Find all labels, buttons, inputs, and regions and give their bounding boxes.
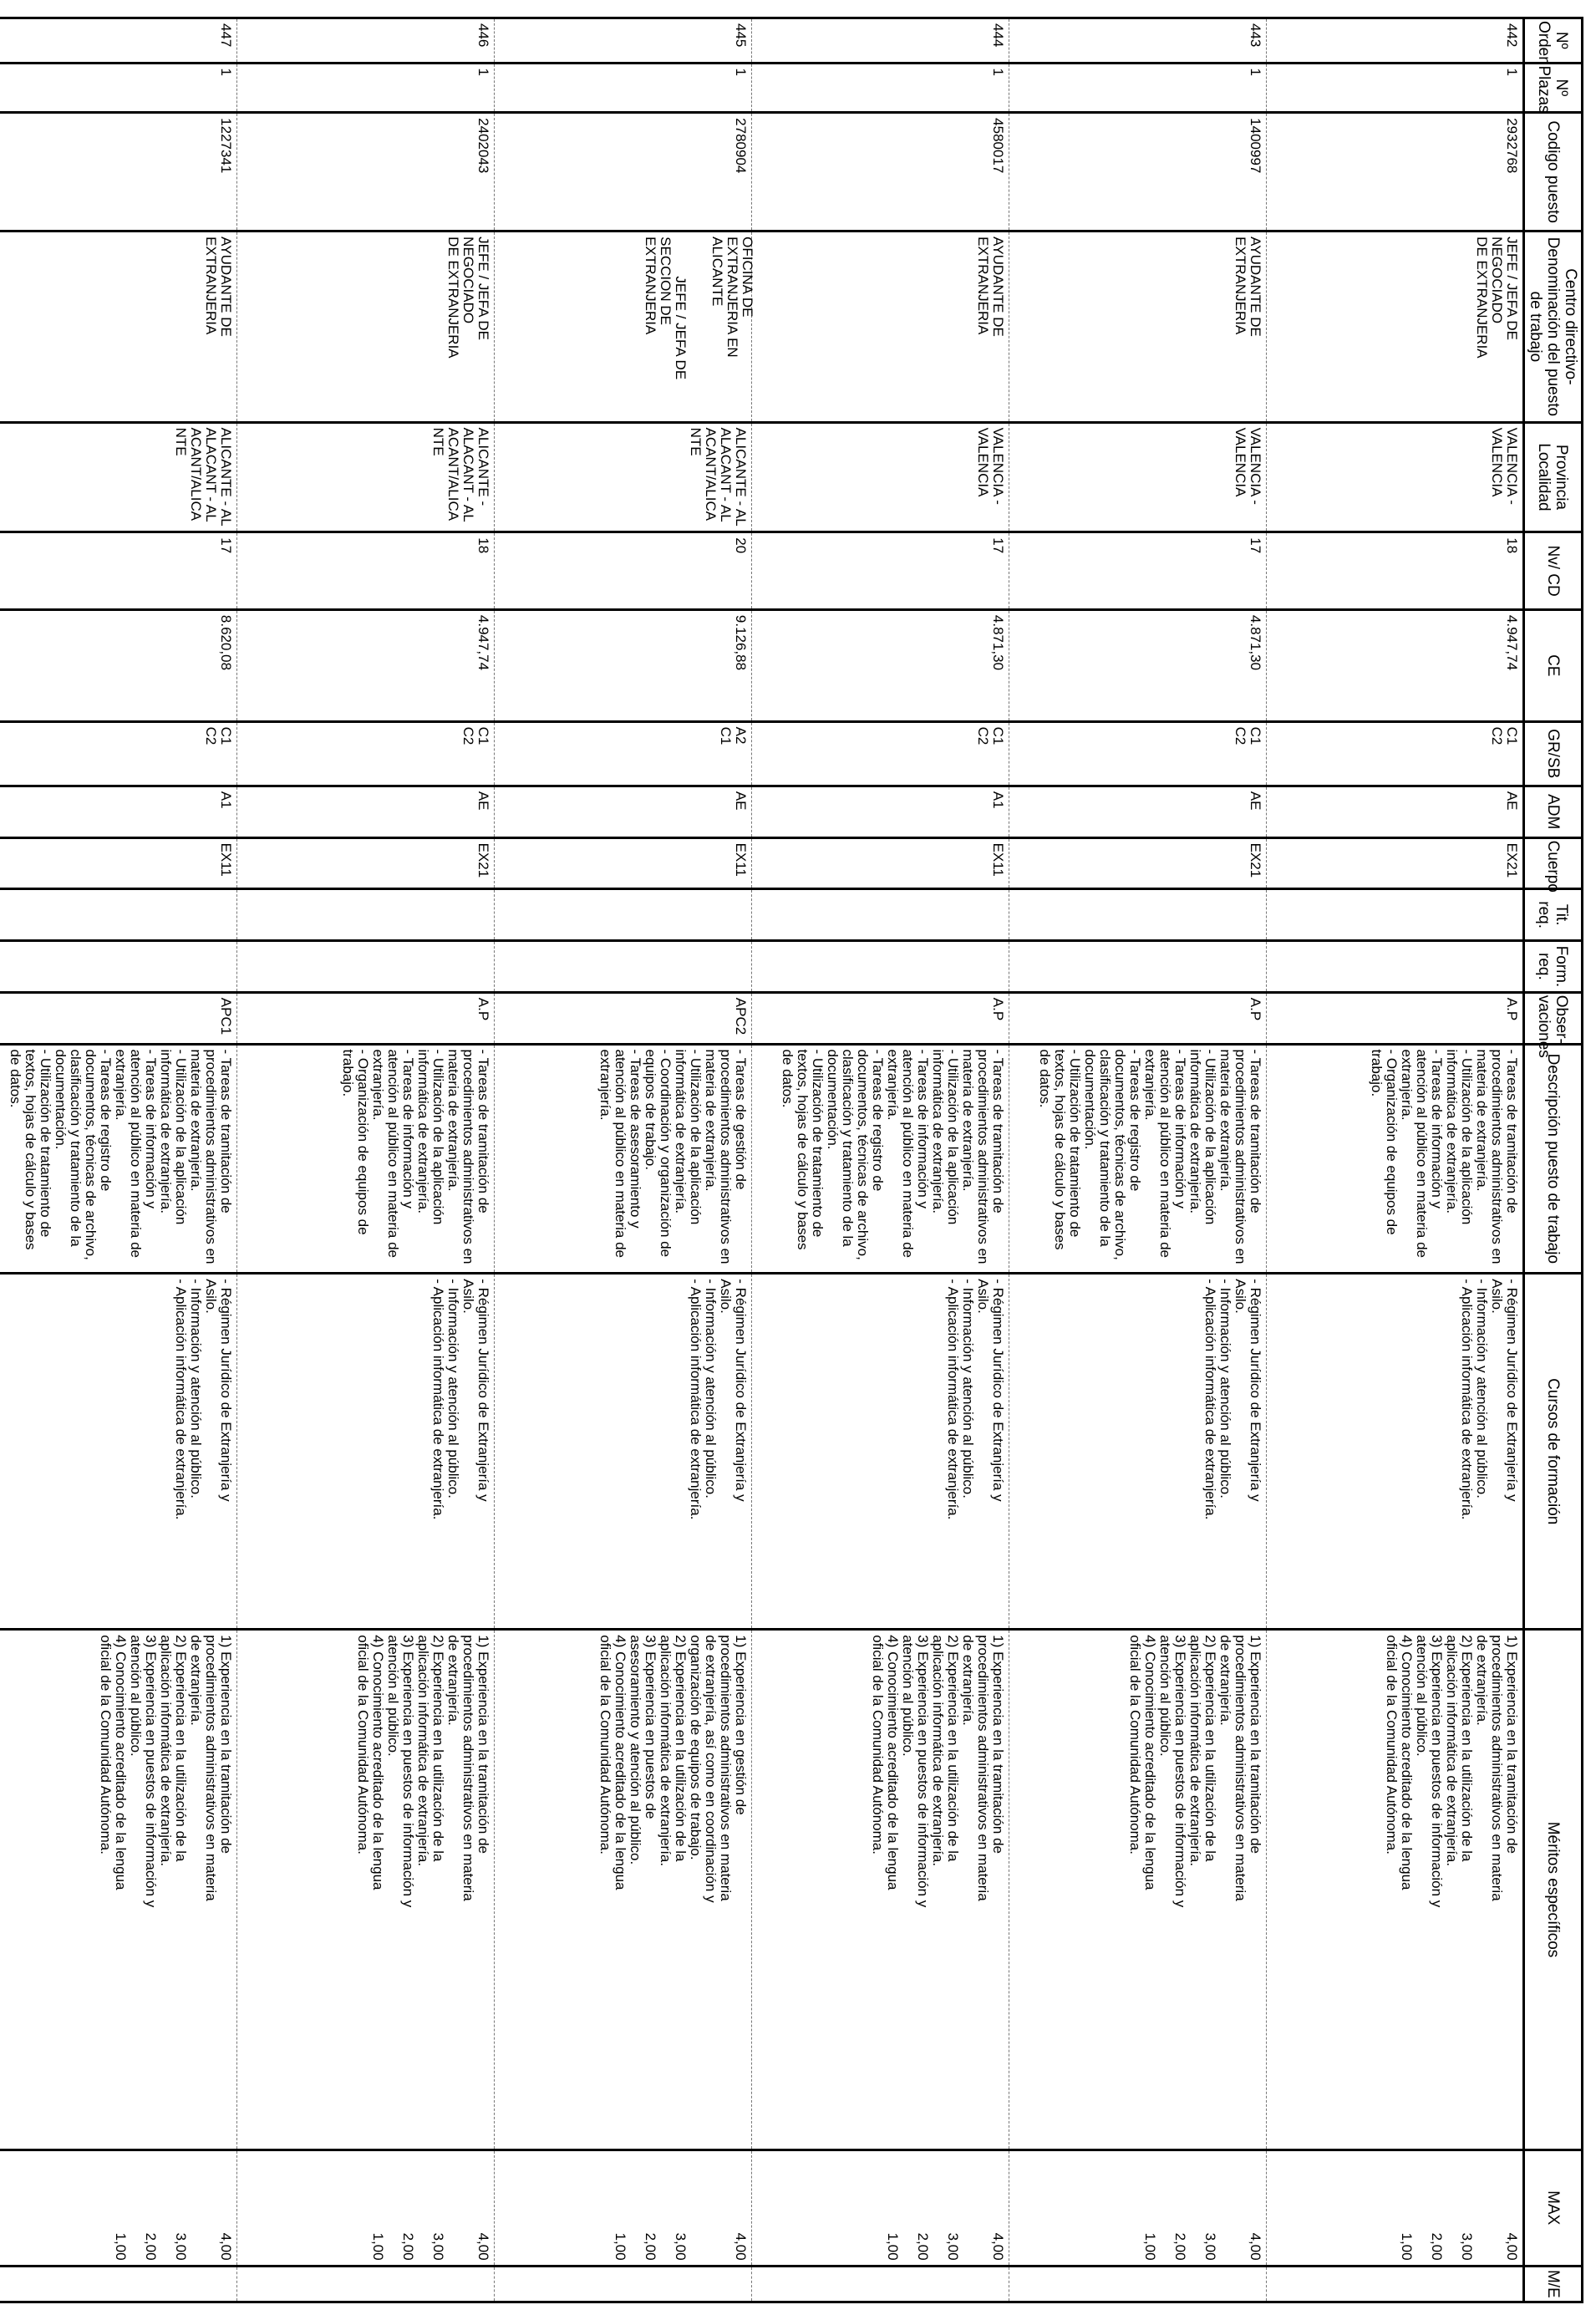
cell-observaciones: A.P (237, 992, 495, 1044)
cell-formacion (237, 941, 495, 993)
cell-plazas: 1 (752, 63, 1009, 113)
cell-codigo: 1227341 (0, 113, 237, 231)
cell-orden: 446 (237, 18, 495, 64)
cell-me (1009, 2266, 1267, 2302)
cell-observaciones: APC2 (495, 992, 752, 1044)
cell-observaciones: A.P (1009, 992, 1267, 1044)
cell-me (0, 2266, 237, 2302)
cell-adm: A1 (752, 786, 1009, 837)
table-row (1009, 18, 1267, 2302)
cell-nivel: 18 (1267, 532, 1524, 610)
cell-descripcion: - Tareas de tramitación de procedimientos administrativos en materia de extranjería. - Utilización de la aplicación informática de extranjería. - Tareas de información y atención al público en materia de extranjería. - Tareas de registro de documentos, técnicas de archivo, clasificación y tratamiento de la documentación. - Utilización de tratamiento de textos, hojas de cálculo y bases de datos. (0, 1044, 237, 1274)
cell-provincia: ALICANTE - AL ALACANT - AL ACANT/ALICA NTE (495, 422, 752, 532)
cell-ce: 4.947,74 (237, 609, 495, 721)
cell-cursos: - Régimen Jurídico de Extranjería y Asilo. - Información y atención al público. - Aplicación informática de extranjería. (1267, 1274, 1524, 1630)
cell-formacion (495, 941, 752, 993)
cell-grupo: A2 C1 (495, 721, 752, 786)
unidad-label: OFICINA DE EXTRANJERIA EN ALICANTE (709, 237, 755, 358)
table-row (1267, 18, 1524, 2302)
cell-formacion (752, 941, 1009, 993)
cell-formacion (1267, 941, 1524, 993)
cell-titulacion (0, 889, 237, 941)
cell-max: 4,00 3,00 2,00 1,00 (495, 2150, 752, 2266)
cell-denominacion: AYUDANTE DE EXTRANJERIA (752, 231, 1009, 422)
header-plazas: Nº Plazas (1524, 63, 1583, 113)
cell-max: 4,00 3,00 2,00 1,00 (752, 2150, 1009, 2266)
cell-max: 4,00 3,00 2,00 1,00 (0, 2150, 237, 2266)
cell-plazas: 1 (237, 63, 495, 113)
cell-descripcion: - Tareas de gestión de procedimientos administrativos en materia de extranjería. - Utilización de la aplicación informática de extranjería. - Coordinación y organización de equipos de trabajo. - Tareas de asesoramiento y atención al público en materia de extranjería. (495, 1044, 752, 1274)
header-ce: CE (1524, 609, 1583, 721)
cell-titulacion (1267, 889, 1524, 941)
header-me: M/E (1524, 2266, 1583, 2302)
cell-cuerpo: EX21 (1009, 837, 1267, 889)
cell-cursos: - Régimen Jurídico de Extranjería y Asilo. - Información y atención al público. - Aplicación informática de extranjería. (1009, 1274, 1267, 1630)
cell-plazas: 1 (495, 63, 752, 113)
table-row (752, 18, 1009, 2302)
cell-meritos: 1) Experiencia en la tramitación de procedimientos administrativos en materia de extranjería. 2) Experiencia en la utilización de la aplicación informática de extranjería. 3) Experiencia en puestos de información y atención al público. 4) Conocimiento acreditado de la lengua oficial de la Comunidad Autónoma. (1267, 1630, 1524, 2150)
header-meritos: Méritos específicos (1524, 1630, 1583, 2150)
header-max: MAX (1524, 2150, 1583, 2266)
header-codigo: Codigo puesto (1524, 113, 1583, 231)
cell-centro (495, 231, 755, 422)
cell-cuerpo: EX11 (0, 837, 237, 889)
cell-ce: 4.947,74 (1267, 609, 1524, 721)
cell-codigo: 2780904 (495, 113, 752, 231)
cell-nivel: 18 (237, 532, 495, 610)
cell-grupo: C1 C2 (0, 721, 237, 786)
cell-descripcion: - Tareas de tramitación de procedimientos administrativos en materia de extranjería. - Utilización de la aplicación informática de extranjería. - Tareas de información y atención al público en materia de extranjería. - Tareas de registro de documentos, técnicas de archivo, clasificación y tratamiento de la documentación. - Utilización de tratamiento de textos, hojas de cálculo y bases de datos. (1009, 1044, 1267, 1274)
cell-orden: 447 (0, 18, 237, 64)
cell-plazas: 1 (0, 63, 237, 113)
cell-meritos: 1) Experiencia en gestión de procedimientos administrativos en materia de extranjería, así como en coordinación y organización de equipos de trabajo. 2) Experiencia en la utilización de la aplicación informática de extranjería. 3) Experiencia en puestos de asesoramiento y atención al público. 4) Conocimiento acreditado de la lengua oficial de la Comunidad Autónoma. (495, 1630, 752, 2150)
cell-orden: 444 (752, 18, 1009, 64)
header-formacion: Form. req. (1524, 941, 1583, 993)
cell-titulacion (495, 889, 752, 941)
cell-grupo: C1 C2 (1009, 721, 1267, 786)
cell-denominacion: AYUDANTE DE EXTRANJERIA (1009, 231, 1267, 422)
cell-cursos: - Régimen Jurídico de Extranjería y Asilo. - Información y atención al público. - Aplicación informática de extranjería. (237, 1274, 495, 1630)
cell-me (1267, 2266, 1524, 2302)
header-orden: Nº Orden (1524, 18, 1583, 64)
cell-orden: 442 (1267, 18, 1524, 64)
cell-codigo: 2932768 (1267, 113, 1524, 231)
cell-max: 4,00 3,00 2,00 1,00 (237, 2150, 495, 2266)
header-cursos: Cursos de formación (1524, 1274, 1583, 1630)
cell-adm: AE (237, 786, 495, 837)
cell-adm: AE (1009, 786, 1267, 837)
cell-titulacion (752, 889, 1009, 941)
cell-ce: 8.620,08 (0, 609, 237, 721)
cell-cursos: - Régimen Jurídico de Extranjería y Asilo. - Información y atención al público. - Aplicación informática de extranjería. (495, 1274, 752, 1630)
header-cuerpo: Cuerpo (1524, 837, 1583, 889)
cell-me (752, 2266, 1009, 2302)
cell-formacion (0, 941, 237, 993)
header-row (1524, 18, 1583, 2302)
header-observaciones: Obser- vaciones (1524, 992, 1583, 1044)
cell-denominacion: JEFE / JEFA DE SECCION DE EXTRANJERIA (643, 237, 689, 380)
cell-orden: 445 (495, 18, 752, 64)
cell-cuerpo: EX11 (495, 837, 752, 889)
cell-provincia: VALENCIA - VALENCIA (1009, 422, 1267, 532)
cell-cuerpo: EX21 (1267, 837, 1524, 889)
header-adm: ADM (1524, 786, 1583, 837)
cell-orden: 443 (1009, 18, 1267, 64)
cell-ce: 4.871,30 (752, 609, 1009, 721)
cell-titulacion (1009, 889, 1267, 941)
header-titulacion: Tit. req. (1524, 889, 1583, 941)
header-nivel: Nv/ CD (1524, 532, 1583, 610)
table-row (0, 18, 237, 2302)
cell-denominacion: JEFE / JEFA DE NEGOCIADO DE EXTRANJERIA (237, 231, 495, 422)
header-grupo: GR/SB (1524, 721, 1583, 786)
cell-cursos: - Régimen Jurídico de Extranjería y Asilo. - Información y atención al público. - Aplicación informática de extranjería. (0, 1274, 237, 1630)
cell-meritos: 1) Experiencia en la tramitación de procedimientos administrativos en materia de extranjería. 2) Experiencia en la utilización de la aplicación informática de extranjería. 3) Experiencia en puestos de información y atención al público. 4) Conocimiento acreditado de la lengua oficial de la Comunidad Autónoma. (752, 1630, 1009, 2150)
job-positions-table (0, 17, 1583, 2303)
cell-provincia: ALICANTE - AL ALACANT - AL ACANT/ALICA NTE (0, 422, 237, 532)
cell-nivel: 20 (495, 532, 752, 610)
cell-nivel: 17 (1009, 532, 1267, 610)
table-row (495, 18, 752, 2302)
cell-ce: 4.871,30 (1009, 609, 1267, 721)
cell-cursos: - Régimen Jurídico de Extranjería y Asilo. - Información y atención al público. - Aplicación informática de extranjería. (752, 1274, 1009, 1630)
header-provincia: Provincia Localidad (1524, 422, 1583, 532)
cell-provincia: VALENCIA - VALENCIA (752, 422, 1009, 532)
cell-max: 4,00 3,00 2,00 1,00 (1009, 2150, 1267, 2266)
cell-meritos: 1) Experiencia en la tramitación de procedimientos administrativos en materia de extranjería. 2) Experiencia en la utilización de la aplicación informática de extranjería. 3) Experiencia en puestos de información y atención al público. 4) Conocimiento acreditado de la lengua oficial de la Comunidad Autónoma. (1009, 1630, 1267, 2150)
cell-meritos: 1) Experiencia en la tramitación de procedimientos administrativos en materia de extranjería. 2) Experiencia en la utilización de la aplicación informática de extranjería. 3) Experiencia en puestos de información y atención al público. 4) Conocimiento acreditado de la lengua oficial de la Comunidad Autónoma. (237, 1630, 495, 2150)
cell-denominacion: AYUDANTE DE EXTRANJERIA (0, 231, 237, 422)
cell-plazas: 1 (1009, 63, 1267, 113)
cell-grupo: C1 C2 (1267, 721, 1524, 786)
cell-me (237, 2266, 495, 2302)
table-row (237, 18, 495, 2302)
cell-titulacion (237, 889, 495, 941)
cell-codigo: 4580017 (752, 113, 1009, 231)
cell-nivel: 17 (752, 532, 1009, 610)
cell-adm: A1 (0, 786, 237, 837)
cell-observaciones: APC1 (0, 992, 237, 1044)
cell-observaciones: A.P (752, 992, 1009, 1044)
cell-meritos: 1) Experiencia en la tramitación de procedimientos administrativos en materia de extranjería. 2) Experiencia en la utilización de la aplicación informática de extranjería. 3) Experiencia en puestos de información y atención al público. 4) Conocimiento acreditado de la lengua oficial de la Comunidad Autónoma. (0, 1630, 237, 2150)
cell-me (495, 2266, 752, 2302)
cell-max: 4,00 3,00 2,00 1,00 (1267, 2150, 1524, 2266)
cell-nivel: 17 (0, 532, 237, 610)
cell-codigo: 1400997 (1009, 113, 1267, 231)
cell-provincia: VALENCIA - VALENCIA (1267, 422, 1524, 532)
cell-plazas: 1 (1267, 63, 1524, 113)
header-descripcion: Descripción puesto de trabajo (1524, 1044, 1583, 1274)
cell-grupo: C1 C2 (752, 721, 1009, 786)
cell-observaciones: A.P (1267, 992, 1524, 1044)
cell-formacion (1009, 941, 1267, 993)
cell-codigo: 2402043 (237, 113, 495, 231)
cell-grupo: C1 C2 (237, 721, 495, 786)
cell-provincia: ALICANTE - ALACANT - AL ACANT/ALICA NTE (237, 422, 495, 532)
cell-ce: 9.126,88 (495, 609, 752, 721)
cell-adm: AE (1267, 786, 1524, 837)
cell-descripcion: - Tareas de tramitación de procedimientos administrativos en materia de extranjería. - Utilización de la aplicación informática de extranjería. - Tareas de información y atención al público en materia de extranjería. - Organización de equipos de trabajo. (1267, 1044, 1524, 1274)
cell-descripcion: - Tareas de tramitación de procedimientos administrativos en materia de extranjería. - Utilización de la aplicación informática de extranjería. - Tareas de información y atención al público en materia de extranjería. - Organización de equipos de trabajo. (237, 1044, 495, 1274)
cell-denominacion: JEFE / JEFA DE NEGOCIADO DE EXTRANJERIA (1267, 231, 1524, 422)
cell-descripcion: - Tareas de tramitación de procedimientos administrativos en materia de extranjería. - Utilización de la aplicación informática de extranjería. - Tareas de información y atención al público en materia de extranjería. - Tareas de registro de documentos, técnicas de archivo, clasificación y tratamiento de la documentación. - Utilización de tratamiento de textos, hojas de cálculo y bases de datos. (752, 1044, 1009, 1274)
cell-cuerpo: EX21 (237, 837, 495, 889)
cell-cuerpo: EX11 (752, 837, 1009, 889)
cell-adm: AE (495, 786, 752, 837)
header-centro: Centro directivo- Denominación del puesto de trabajo (1524, 231, 1583, 422)
